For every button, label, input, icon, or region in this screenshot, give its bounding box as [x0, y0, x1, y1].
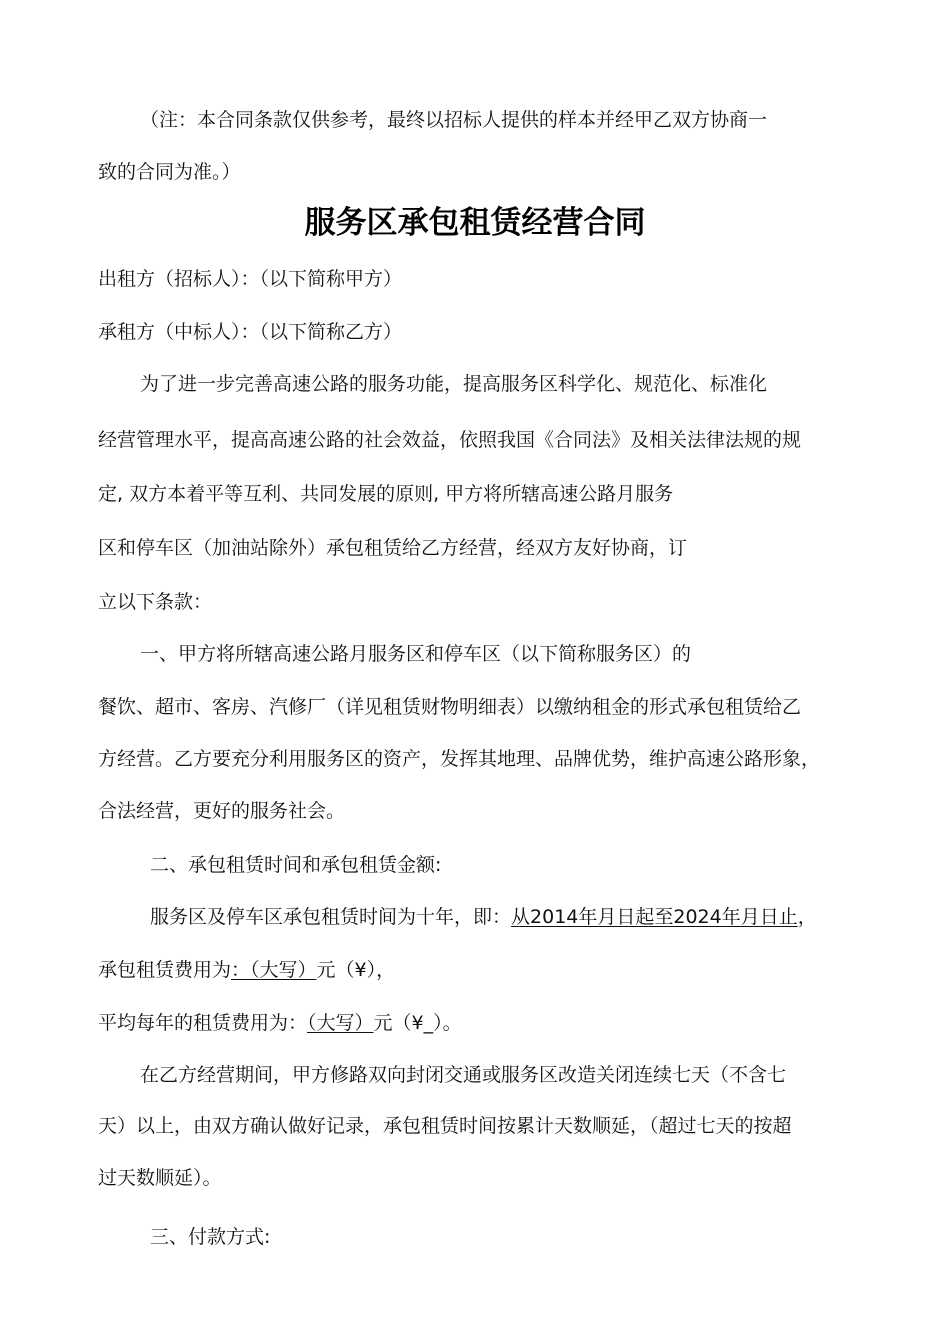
lessor-line: 出租方（招标人）：（以下简称甲方）	[98, 268, 403, 290]
fee-amount-blank: ：（大写）	[231, 959, 317, 981]
clause2-heading: 二、承包租赁时间和承包租赁金额:	[150, 854, 442, 876]
extension-line-1: 在乙方经营期间，甲方修路双向封闭交通或服务区改造关闭连续七天（不含七	[140, 1064, 787, 1086]
clause1-line-3: 方经营。乙方要充分利用服务区的资产，发挥其地理、品牌优势，维护高速公路形象，	[98, 748, 821, 770]
clause1-line-2: 餐饮、超市、客房、汽修厂（详见租赁财物明细表）以缴纳租金的形式承包租赁给乙	[98, 696, 802, 718]
clause3-heading: 三、付款方式:	[150, 1226, 271, 1248]
annual-amount-blank: （大写）	[307, 1012, 374, 1034]
preamble-line-5: 立以下条款：	[98, 591, 213, 613]
extension-line-3: 过天数顺延）。	[98, 1167, 222, 1189]
fee-prefix: 承包租赁费用为	[98, 959, 232, 981]
extension-line-2: 天）以上，由双方确认做好记录，承包租赁时间按累计天数顺延，（超过七天的按超	[98, 1115, 792, 1137]
fee-suffix: 元（¥），	[316, 959, 396, 981]
term-suffix: ，	[797, 906, 817, 928]
term-line	[150, 905, 817, 929]
clause1-line-1: 一、甲方将所辖高速公路月服务区和停车区（以下简称服务区）的	[140, 643, 692, 665]
preamble-line-3: 定, 双方本着平等互利、共同发展的原则, 甲方将所辖高速公路月服务	[98, 483, 674, 505]
term-period: 从2014年月日起至2024年月日止	[511, 906, 798, 928]
annual-prefix: 平均每年的租赁费用为：	[98, 1012, 308, 1034]
annual-suffix: 元（¥_）。	[373, 1012, 462, 1034]
note-line-2: 致的合同为准。）	[98, 161, 241, 183]
lessee-line: 承租方（中标人）：（以下简称乙方）	[98, 321, 403, 343]
preamble-line-2: 经营管理水平，提高高速公路的社会效益，依照我国《合同法》及相关法律法规的规	[98, 429, 802, 451]
annual-fee-line	[98, 1011, 462, 1035]
fee-line	[98, 958, 395, 982]
preamble-line-4: 区和停车区（加油站除外）承包租赁给乙方经营，经双方友好协商，订	[98, 537, 688, 559]
term-prefix: 服务区及停车区承包租赁时间为十年，即：	[150, 906, 512, 928]
contract-title: 服务区承包租赁经营合同	[304, 205, 646, 241]
note-line-1: （注：本合同条款仅供参考，最终以招标人提供的样本并经甲乙双方协商一	[140, 109, 768, 131]
clause1-line-4: 合法经营，更好的服务社会。	[98, 800, 346, 822]
preamble-line-1: 为了进一步完善高速公路的服务功能，提高服务区科学化、规范化、标准化	[140, 373, 768, 395]
